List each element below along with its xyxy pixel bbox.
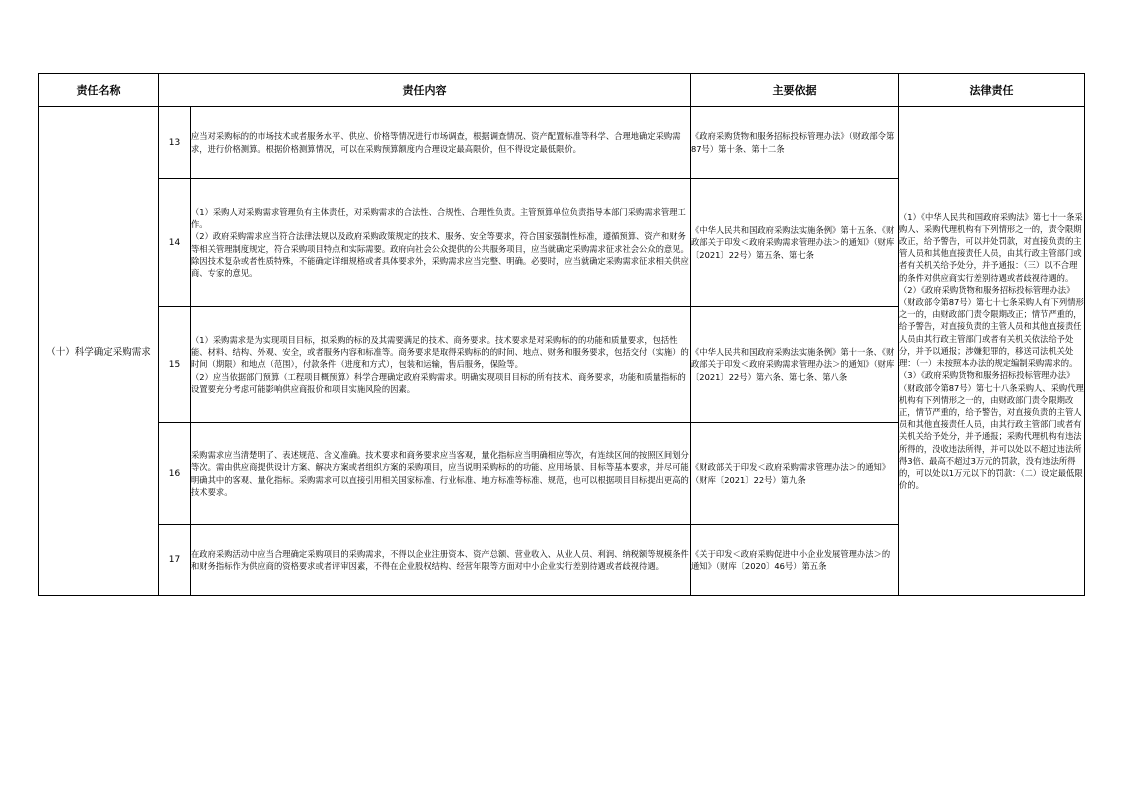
basis-cell: 《中华人民共和国政府采购法实施条例》第十一条、《财政部关于印发＜政府采购需求管理办法＞的通知》（财库〔2021〕22号）第六条、第七条、第八条 — [691, 307, 899, 423]
row-number: 13 — [159, 107, 191, 179]
basis-cell: 《中华人民共和国政府采购法实施条例》第十五条、《财政部关于印发＜政府采购需求管理办法＞的通知》（财库〔2021〕22号）第五条、第七条 — [691, 179, 899, 307]
table-row — [39, 107, 1085, 179]
content-cell: 在政府采购活动中应当合理确定采购项目的采购需求，不得以企业注册资本、资产总额、营业收入、从业人员、利润、纳税额等规模条件和财务指标作为供应商的资格要求或者评审因素，不得在企业股权结构、经营年限等方面对中小企业实行差别待遇或者歧视待遇。 — [191, 525, 691, 596]
legal-liability-cell: （1）《中华人民共和国政府采购法》第七十一条采购人、采购代理机构有下列情形之一的，责令限期改正，给予警告，可以并处罚款，对直接负责的主管人员和其他直接责任人员，由其行政主管部门或者有关机关给予处分，并予通报：（三）以不合理的条件对供应商实行差别待遇或者歧视待遇的。 （2）《政府采购货物和服务招标投标管理办法》（财政部令第87号）第七十七条采购人有下列情形之一的，由财政部门责令限期改正；情节严重的，给予警告，对直接负责的主管人员和其他直接责任人员由其行政主管部门或者有关机关依法给予处分，并予以通报；涉嫌犯罪的，移送司法机关处理：（一）未按照本办法的规定编制采购需求的。 （3）《政府采购货物和服务招标投标管理办法》（财政部令第87号）第七十八条采购人、采购代理机构有下列情形之一的，由财政部门责令限期改正，情节严重的，给予警告，对直接负责的主管人员和其他直接责任人员，由其行政主管部门或者有关机关给予处分，并予通报；采购代理机构有违法所得的，没收违法所得，并可以处以不超过违法所得3倍、最高不超过3万元的罚款，没有违法所得的，可以处以1万元以下的罚款：（二）设定最低限价的。 — [899, 107, 1085, 596]
basis-cell: 《政府采购货物和服务招标投标管理办法》（财政部令第87号）第十条、第十二条 — [691, 107, 899, 179]
responsibility-table — [38, 73, 1085, 596]
basis-cell: 《关于印发＜政府采购促进中小企业发展管理办法＞的通知》（财库〔2020〕46号）第五条 — [691, 525, 899, 596]
content-cell: （1）采购需求是为实现项目目标，拟采购的标的及其需要满足的技术、商务要求。技术要求是对采购标的的功能和质量要求，包括性能、材料、结构、外观、安全，或者服务内容和标准等。商务要求是取得采购标的的时间、地点、财务和服务要求，包括交付（实施）的时间（期限）和地点（范围），付款条件（进度和方式），包装和运输，售后服务，保险等。 （2）应当依据部门预算（工程项目概预算）科学合理确定政府采购需求。明确实现项目目标的所有技术、商务要求，功能和质量指标的设置要充分考虑可能影响供应商报价和项目实施风险的因素。 — [191, 307, 691, 423]
row-number: 15 — [159, 307, 191, 423]
content-cell: 应当对采购标的的市场技术或者服务水平、供应、价格等情况进行市场调查，根据调查情况、资产配置标准等科学、合理地确定采购需求，进行价格测算。根据价格测算情况，可以在采购预算额度内合理设定最高限价，但不得设定最低限价。 — [191, 107, 691, 179]
row-number: 14 — [159, 179, 191, 307]
header-responsibility-content: 责任内容 — [159, 74, 691, 107]
table-header-row — [39, 74, 1085, 107]
header-main-basis: 主要依据 — [691, 74, 899, 107]
basis-cell: 《财政部关于印发＜政府采购需求管理办法＞的通知》（财库〔2021〕22号）第九条 — [691, 423, 899, 525]
row-number: 16 — [159, 423, 191, 525]
header-legal-liability: 法律责任 — [899, 74, 1085, 107]
responsibility-name-cell: （十）科学确定采购需求 — [39, 107, 159, 596]
row-number: 17 — [159, 525, 191, 596]
header-responsibility-name: 责任名称 — [39, 74, 159, 107]
content-cell: 采购需求应当清楚明了、表述规范、含义准确。技术要求和商务要求应当客观，量化指标应当明确相应等次，有连续区间的按照区间划分等次。需由供应商提供设计方案、解决方案或者组织方案的采购项目，应当说明采购标的的功能、应用场景、目标等基本要求，并尽可能明确其中的客观、量化指标。采购需求可以直接引用相关国家标准、行业标准、地方标准等标准、规范，也可以根据项目目标提出更高的技术要求。 — [191, 423, 691, 525]
content-cell: （1）采购人对采购需求管理负有主体责任，对采购需求的合法性、合规性、合理性负责。主管预算单位负责指导本部门采购需求管理工作。 （2）政府采购需求应当符合法律法规以及政府采购政策规定的技术、服务、安全等要求，符合国家强制性标准，遵循预算、资产和财务等相关管理制度规定，符合采购项目特点和实际需要。政府向社会公众提供的公共服务项目，应当就确定采购需求征求社会公众的意见。除因技术复杂或者性质特殊，不能确定详细规格或者具体要求外，采购需求应当完整、明确。必要时，应当就确定采购需求征求相关供应商、专家的意见。 — [191, 179, 691, 307]
